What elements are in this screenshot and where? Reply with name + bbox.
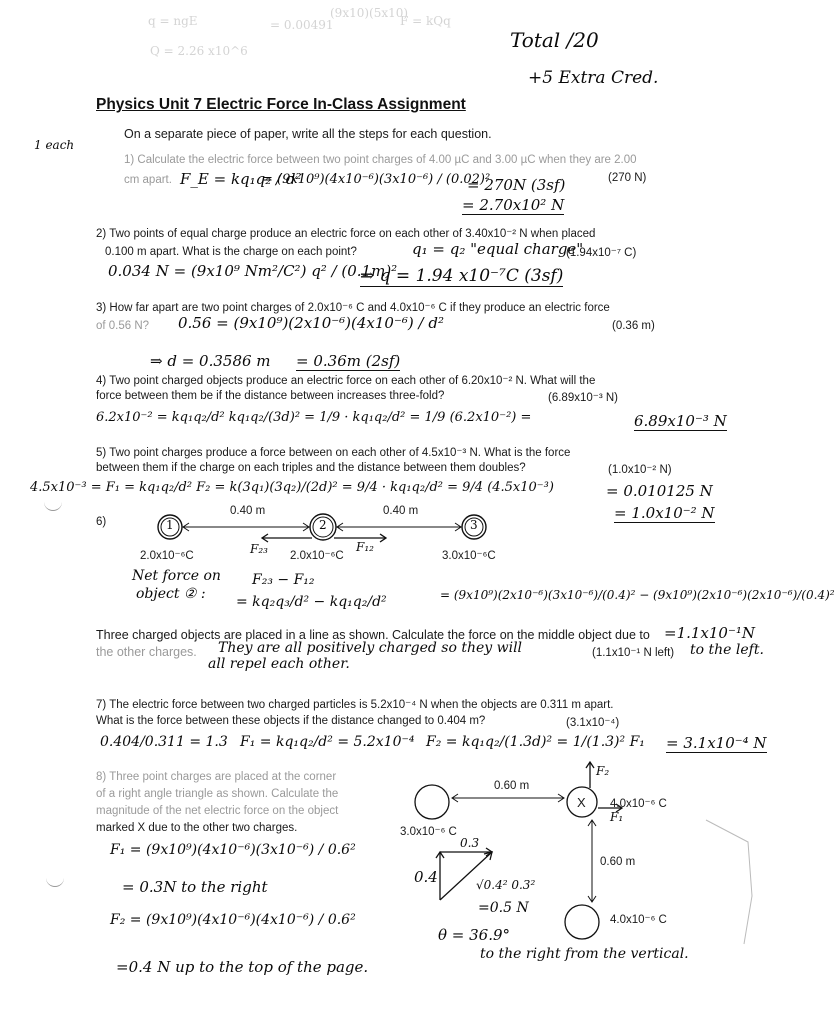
- q8-force-label-f1: F₁: [610, 810, 624, 824]
- q2-work-equation: 0.034 N = (9x10⁹ Nm²/C²) q² / (0.1m)²: [108, 262, 398, 280]
- q3-answer: (0.36 m): [612, 320, 655, 332]
- q2-text-line1: 2) Two points of equal charge produce an electric force on each other of 3.40x10⁻² N when placed: [96, 228, 596, 240]
- q3-text-line1: 3) How far apart are two point charges of 2.0x10⁻⁶ C and 4.0x10⁻⁶ C if they produce an electric force: [96, 302, 610, 314]
- q5-final-answer: = 1.0x10⁻² N: [614, 504, 715, 522]
- q6-distance-1: 0.40 m: [230, 505, 266, 517]
- q3-text-line2: of 0.56 N?: [96, 320, 150, 332]
- q8-text-line3: magnitude of the net electric force on the object: [96, 805, 339, 817]
- q1-text-line1: 1) Calculate the electric force between two point charges of 4.00 µC and 3.00 µC when they are 2.00: [124, 154, 637, 166]
- q6-charge-2: 2.0x10⁻⁶C: [290, 550, 344, 562]
- q6-charge-3: 3.0x10⁻⁶C: [442, 550, 496, 562]
- q6-work-result-direction: to the left.: [690, 642, 764, 658]
- q8-angle-note: to the right from the vertical.: [480, 946, 689, 962]
- q4-text-line2: force between them be if the distance between increases three-fold?: [96, 390, 445, 402]
- q8-angle: θ = 36.9°: [438, 926, 511, 944]
- q6-force-label-f12: F₁₂: [356, 540, 374, 554]
- q5-answer: (1.0x10⁻² N): [608, 464, 672, 476]
- q3-work-result: ⇒ d = 0.3586 m: [150, 352, 271, 370]
- ghost-text: q = ngE: [148, 14, 198, 28]
- q8-text-line2: of a right angle triangle as shown. Calculate the: [96, 788, 339, 800]
- q7-work-f2: F₂ = kq₁q₂/(1.3d)² = 1/(1.3)² F₁: [426, 734, 645, 750]
- ghost-text: (9x10)(5x10): [330, 6, 409, 20]
- q8-f2-equation: F₂ = (9x10⁹)(4x10⁻⁶)(4x10⁻⁶) / 0.6²: [110, 912, 356, 928]
- q8-f1-result: = 0.3N to the right: [122, 878, 268, 896]
- q5-text-line1: 5) Two point charges produce a force between on each other of 4.5x10⁻³ N. What is the force: [96, 447, 571, 459]
- q8-f2-result: =0.4 N up to the top of the page.: [116, 958, 369, 976]
- q7-work-f1: F₁ = kq₁q₂/d² = 5.2x10⁻⁴: [240, 734, 415, 750]
- q6-net-force-label-2: object ② :: [136, 586, 206, 602]
- q8-text-line4: marked X due to the other two charges.: [96, 822, 298, 834]
- q7-work-ratio: 0.404/0.311 = 1.3: [100, 734, 228, 750]
- q5-text-line2: between them if the charge on each triples and the distance between them doubles?: [96, 462, 526, 474]
- q4-work: 6.2x10⁻² = kq₁q₂/d² kq₁q₂/(3d)² = 1/9 · kq₁q₂/d² = 1/9 (6.2x10⁻²) =: [96, 410, 532, 425]
- q8-distance-side: 0.60 m: [600, 856, 636, 868]
- q8-triangle-top-label: 0.3: [460, 836, 480, 850]
- q7-text-line2: What is the force between these objects if the distance changed to 0.404 m?: [96, 715, 486, 727]
- q6-work-result: =1.1x10⁻¹N: [664, 624, 756, 642]
- ghost-text: = 0.00491: [270, 18, 334, 32]
- margin-note: 1 each: [34, 138, 75, 152]
- q8-f1-equation: F₁ = (9x10⁹)(4x10⁻⁶)(3x10⁻⁶) / 0.6²: [110, 842, 356, 858]
- q6-charge-1: 2.0x10⁻⁶C: [140, 550, 194, 562]
- decorative-margin-stroke: [706, 820, 752, 944]
- q8-vector-resultant: [440, 852, 492, 900]
- q8-left-charge-circle: [415, 785, 449, 819]
- q8-triangle-side-label: 0.4: [414, 868, 438, 886]
- q6-net-force-label-1: Net force on: [132, 568, 221, 584]
- q6-force-label-f23: F₂₃: [250, 542, 268, 556]
- q5-work: 4.5x10⁻³ = F₁ = kq₁q₂/d² F₂ = k(3q₁)(3q₂)/(2d)² = 9/4 · kq₁q₂/d² = 9/4 (4.5x10⁻³): [30, 480, 554, 495]
- q8-charge-bottom: 4.0x10⁻⁶ C: [610, 914, 667, 926]
- q3-final-answer: = 0.36m (2sf): [296, 352, 401, 370]
- q8-charge-left: 3.0x10⁻⁶ C: [400, 826, 457, 838]
- q7-answer: (3.1x10⁻⁴): [566, 717, 620, 729]
- q6-text-line1: Three charged objects are placed in a line as shown. Calculate the force on the middle object due to: [96, 628, 650, 642]
- q2-work-note: q₁ = q₂ "equal charge": [412, 240, 584, 258]
- q6-object-3-label: 3: [470, 518, 478, 532]
- q1-work-formula: F_E = kq₁q₂ / d²: [180, 170, 302, 188]
- q6-distance-2: 0.40 m: [383, 505, 419, 517]
- q4-final-answer: 6.89x10⁻³ N: [634, 412, 727, 430]
- q8-text-line1: 8) Three point charges are placed at the corner: [96, 771, 337, 783]
- q3-work-equation: 0.56 = (9x10⁹)(2x10⁻⁶)(4x10⁻⁶) / d²: [178, 314, 444, 332]
- q1-text-line2: cm apart.: [124, 174, 172, 186]
- q8-x-marker: X: [577, 795, 586, 810]
- total-score: Total /20: [510, 28, 599, 52]
- q7-final-answer: = 3.1x10⁻⁴ N: [666, 734, 767, 752]
- q8-bottom-charge-circle: [565, 905, 599, 939]
- q7-text-line1: 7) The electric force between two charged particles is 5.2x10⁻⁴ N when the objects are 0.311 m apart.: [96, 699, 614, 711]
- q4-text-line1: 4) Two point charged objects produce an electric force on each other of 6.20x10⁻² N. What will the: [96, 375, 596, 387]
- q8-triangle-hyp-label: √0.4² 0.3²: [476, 878, 536, 892]
- instructions: On a separate piece of paper, write all the steps for each question.: [124, 127, 492, 141]
- q6-object-1-label: 1: [166, 518, 174, 532]
- q1-work-substitution: = (9x10⁹)(4x10⁻⁶)(3x10⁻⁶) / (0.02)²: [262, 172, 491, 187]
- q2-answer: (1.94x10⁻⁷ C): [566, 247, 637, 259]
- q8-force-label-f2: F₂: [596, 764, 610, 778]
- q8-distance-top: 0.60 m: [494, 780, 530, 792]
- q8-charge-x: 4.0x10⁻⁶ C: [610, 798, 667, 810]
- q1-answer: (270 N): [608, 172, 647, 184]
- q6-work-c: = (9x10⁹)(2x10⁻⁶)(3x10⁻⁶)/(0.4)² − (9x10⁹)(2x10⁻⁶)(2x10⁻⁶)/(0.4)²: [440, 588, 835, 602]
- q6-work-a: F₂₃ − F₁₂: [252, 572, 315, 588]
- ghost-text: Q = 2.26 x10^6: [150, 44, 248, 58]
- q6-note-2: all repel each other.: [208, 656, 350, 672]
- q1-final-answer: = 2.70x10² N: [462, 196, 565, 214]
- q2-final-answer: ⇒ q = 1.94 x10⁻⁷C (3sf): [360, 266, 564, 286]
- q6-text-line2: the other charges.: [96, 645, 197, 659]
- q6-note-1: They are all positively charged so they will: [218, 640, 523, 656]
- q5-work-result: = 0.010125 N: [606, 482, 713, 500]
- q8-triangle-result: =0.5 N: [478, 900, 529, 916]
- extra-credit-note: +5 Extra Cred.: [528, 68, 659, 88]
- q1-work-result: = 270N (3sf): [467, 176, 566, 194]
- q2-text-line2: 0.100 m apart. What is the charge on each point?: [105, 246, 357, 258]
- ghost-text: F = kQq: [400, 14, 451, 28]
- q4-answer: (6.89x10⁻³ N): [548, 392, 618, 404]
- q6-object-2-label: 2: [319, 518, 327, 532]
- q6-work-b: = kq₂q₃/d² − kq₁q₂/d²: [236, 594, 387, 610]
- q6-label: 6): [96, 516, 107, 528]
- q6-answer: (1.1x10⁻¹ N left): [592, 647, 675, 659]
- page-title: Physics Unit 7 Electric Force In-Class Assignment: [96, 96, 466, 113]
